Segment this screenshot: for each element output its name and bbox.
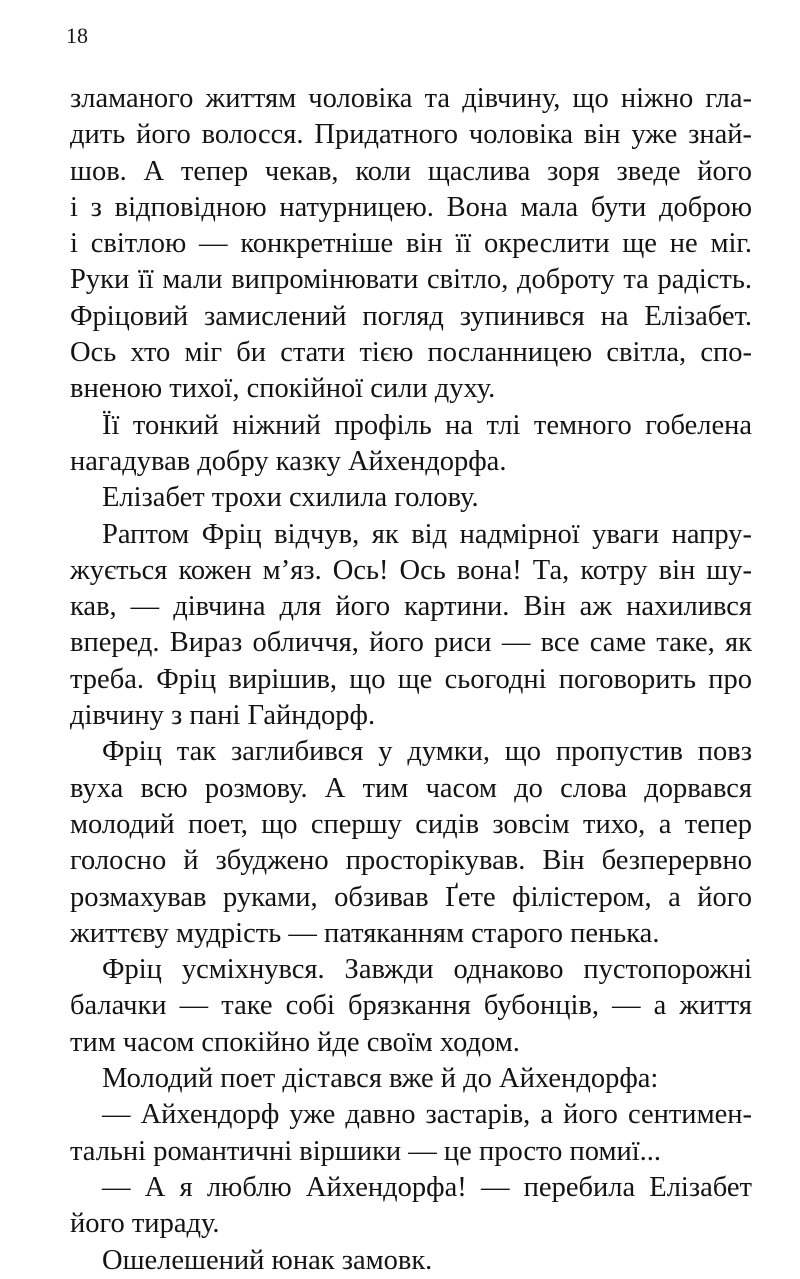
text-line: — Айхендорф уже давно застарів, а його сентимен- bbox=[102, 1099, 752, 1131]
text-line: розмахував руками, обзивав Ґете філістером, а його bbox=[70, 881, 752, 913]
text-line: вперед. Вираз обличчя, його риси — все саме таке, як bbox=[70, 627, 752, 659]
text-line: жується кожен м’яз. Ось! Ось вона! Та, котру він шу- bbox=[70, 554, 752, 586]
text-line: молодий поет, що спершу сидів зовсім тихо, а тепер bbox=[70, 808, 752, 840]
text-line: і з відповідною натурницею. Вона мала бути доброю bbox=[70, 191, 752, 223]
text-line: Елізабет трохи схилила голову. bbox=[102, 482, 479, 514]
text-line: Руки її мали випромінювати світло, доброту та радість. bbox=[70, 264, 752, 296]
body-text bbox=[70, 81, 752, 1279]
text-line: шов. А тепер чекав, коли щаслива зоря зведе його bbox=[70, 155, 752, 187]
page-number: 18 bbox=[66, 23, 88, 48]
text-line: вуха всю розмову. А тим часом до слова дорвався bbox=[70, 772, 752, 804]
text-line: Фріц так заглибився у думки, що пропустив повз bbox=[102, 736, 752, 768]
text-line: — А я люблю Айхендорфа! — перебила Елізабет bbox=[102, 1171, 752, 1203]
text-line: зламаного життям чоловіка та дівчину, що ніжно гла- bbox=[70, 83, 752, 114]
text-line: Ошелешений юнак замовк. bbox=[102, 1244, 433, 1276]
text-line: Ось хто міг би стати тією посланницею світла, спо- bbox=[70, 337, 752, 369]
text-line: тим часом спокійно йде своїм ходом. bbox=[70, 1026, 520, 1058]
text-line: вненою тихої, спокійної сили духу. bbox=[70, 373, 496, 405]
text-line: Фріц усміхнувся. Завжди однаково пустопорожні bbox=[102, 954, 752, 986]
text-line: тальні романтичні віршики — це просто помиї... bbox=[70, 1135, 662, 1167]
text-line: життєву мудрість — патяканням старого пенька. bbox=[70, 917, 660, 949]
text-line: треба. Фріц вирішив, що ще сьогодні поговорить про bbox=[70, 663, 752, 695]
text-line: голосно й збуджено просторікував. Він безперервно bbox=[70, 845, 752, 877]
text-line: дить його волосся. Придатного чоловіка він уже знай- bbox=[70, 119, 752, 151]
text-line: і світлою — конкретніше він її окреслити ще не міг. bbox=[70, 228, 752, 260]
text-line: дівчину з пані Гайндорф. bbox=[70, 700, 376, 732]
text-line: Її тонкий ніжний профіль на тлі темного гобелена bbox=[102, 409, 752, 441]
text-line: Фріцовий замислений погляд зупинився на Елізабет. bbox=[70, 300, 752, 332]
text-line: нагадував добру казку Айхендорфа. bbox=[70, 445, 507, 477]
text-line: його тираду. bbox=[70, 1208, 220, 1240]
text-line: Молодий поет дістався вже й до Айхендорфа: bbox=[102, 1063, 659, 1095]
text-line: балачки — таке собі брязкання бубонців, — а життя bbox=[70, 990, 752, 1022]
text-line: кав, — дівчина для його картини. Він аж нахилився bbox=[70, 591, 752, 623]
text-line: Раптом Фріц відчув, як від надмірної уваги напру- bbox=[102, 518, 752, 550]
